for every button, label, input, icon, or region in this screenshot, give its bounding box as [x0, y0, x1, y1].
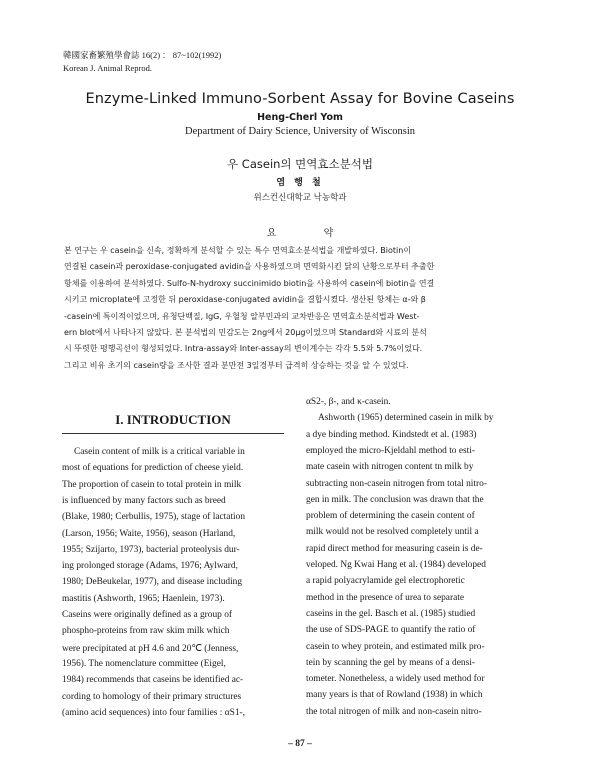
abstract-line: 연결된 casein과 peroxidase-conjugated avidin을 사용하였으며 면역화시킨 닭의 난황으로부터 추출한: [64, 262, 435, 272]
abstract-line: -casein에 특이적이었으며, 유청단백질, IgG, 우혈청 알부민과의 교차반응은 면역효소분석법과 West-: [64, 311, 420, 321]
korean-title: 우 Casein의 면역효소분석법: [227, 157, 373, 171]
body-text-line: veloped. Ng Kwai Hang et al. (1984) developed: [306, 560, 486, 570]
body-text-line: method in the presence of urea to separate: [306, 592, 465, 603]
section-heading-introduction: I. INTRODUCTION: [115, 412, 231, 427]
korean-abstract-heading: 요 약: [266, 228, 356, 239]
abstract-line: ern blot에서 나타나지 않았다. 본 분석법의 민감도는 2ng에서 20μg이었으며 Standard와 시료의 분석: [64, 327, 427, 337]
body-text-line: αS2-, β-, and κ-casein.: [306, 397, 391, 407]
body-text-line: the total nitrogen of milk and non-casein nitro-: [306, 706, 482, 717]
abstract-line: 항체를 이용하여 분석하였다. Sulfo-N-hydroxy succinimido biotin을 사용하여 casein에 biotin을 연결: [64, 278, 435, 288]
body-text-line: tein by scanning the gel by means of a densi-: [306, 657, 475, 668]
body-text-line: a rapid polyacrylamide gel electrophoretic: [306, 576, 465, 587]
body-text-line: phospho-proteins from raw skim milk which: [62, 626, 230, 637]
section-divider: [62, 433, 284, 434]
body-text-line: The proportion of casein to total protein in milk: [62, 479, 242, 490]
journal-citation: 韓國家畜繁殖學會誌 16(2) ： 87~102(1992): [63, 50, 222, 60]
author-name: Heng-Cherl Yom: [257, 112, 343, 123]
body-text-line: mastitis (Ashworth, 1965; Haenlein, 1973).: [62, 593, 225, 604]
body-text-line: is influenced by many factors such as breed: [62, 495, 226, 506]
body-text-line: casein to whey protein, and estimated milk pro-: [306, 641, 485, 652]
body-text-line: (amino acid sequences) into four families : αS1-,: [62, 707, 245, 718]
journal-name-english: Korean J. Animal Reprod.: [63, 63, 152, 73]
body-text-line: tometer. Nonetheless, a widely used method for: [306, 674, 485, 685]
body-text-line: (Blake, 1980; Cerbullis, 1975), stage of lactation: [62, 512, 246, 523]
body-text-line: problem of determining the casein content of: [306, 511, 475, 522]
body-text-line: 1955; Szijarto, 1973), bacterial proteolysis dur-: [62, 544, 240, 555]
body-text-line: cording to homology of their primary structures: [62, 691, 242, 702]
page-number: – 87 –: [288, 739, 312, 749]
body-text-line: a dye binding method. Kindstedt et al. (1983): [306, 429, 477, 440]
korean-abstract: [64, 243, 539, 374]
body-text-line: 1956). The nomenclature committee (Eigel,: [62, 658, 226, 669]
body-text-line: Casein content of milk is a critical variable in: [74, 447, 245, 457]
body-text-line: ing prolonged storage (Adams, 1976; Aylward,: [62, 561, 238, 572]
body-text-line: milk would not be resolved completely until a: [306, 527, 479, 538]
body-text-line: many years is that of Rowland (1938) in which: [306, 690, 483, 701]
body-text-line: the use of SDS-PAGE to quantify the ratio of: [306, 625, 476, 636]
body-text-line: Ashworth (1965) determined casein in milk by: [318, 413, 494, 424]
abstract-line: 그리고 비유 초기의 casein량을 조사한 결과 분만전 3일경부터 급격히 상승하는 것을 알 수 있었다.: [64, 360, 409, 370]
abstract-line: 본 연구는 우 casein을 신속, 정확하게 분석할 수 있는 특수 면역효소분석법을 개발하였다. Biotin이: [64, 246, 412, 255]
journal-header: [63, 49, 363, 75]
abstract-line: 시 뚜렷한 평행곡선이 형성되었다. Intra-assay와 Inter-assay의 변이계수는 각각 5.5와 5.7%이었다.: [64, 344, 423, 354]
body-text-line: caseins in the gel. Basch et al. (1985) studied: [306, 608, 476, 619]
body-text-line: Caseins were originally defined as a group of: [62, 610, 232, 620]
korean-affiliation: 위스컨신대학교 낙농학과: [253, 193, 347, 203]
abstract-line: 시키고 microplate에 고정한 뒤 peroxidase-conjugated avidin을 결합시켰다. 생산된 항체는 α-와 β: [64, 295, 426, 305]
author-affiliation: Department of Dairy Science, University of Wisconsin: [184, 126, 416, 137]
body-text-line: rapid direct method for measuring casein is de-: [306, 543, 483, 554]
paper-title: Enzyme-Linked Immuno-Sorbent Assay for Bovine Caseins: [85, 91, 515, 107]
body-text-line: mate casein with nitrogen content tn milk by: [306, 462, 474, 473]
body-text-line: (Larson, 1956; Waite, 1956), season (Harland,: [62, 528, 236, 539]
body-text-line: were precipitated at pH 4.6 and 20℃ (Jenness,: [62, 643, 239, 654]
body-text-line: employed the micro-Kjeldahl method to esti-: [306, 445, 475, 456]
body-text-line: most of equations for prediction of cheese yield.: [62, 463, 244, 474]
body-text-line: gen in milk. The conclusion was drawn that the: [306, 494, 484, 505]
body-text-line: subtracting non-casein nitrogen from total nitro-: [306, 478, 487, 489]
body-text-line: 1980; DeBeukelar, 1977), and disease including: [62, 577, 243, 588]
body-text-line: 1984) recommends that caseins be identified ac-: [62, 675, 244, 686]
korean-author: 염 행 철: [276, 178, 324, 188]
